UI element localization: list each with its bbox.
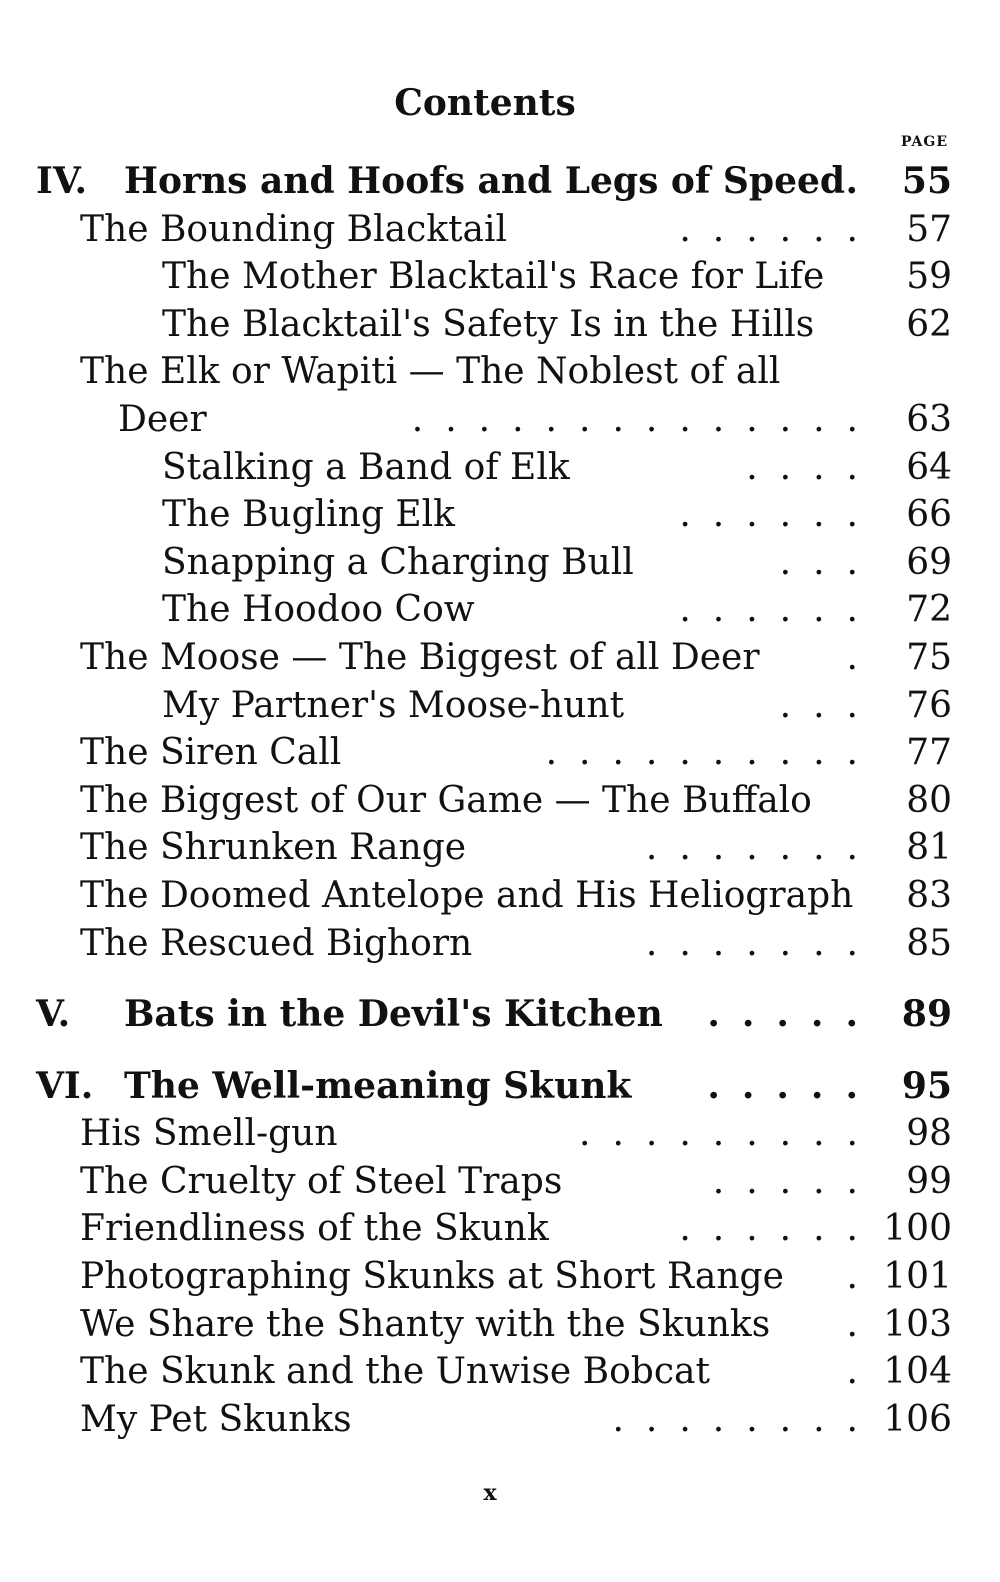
page-number: 104 [883, 1351, 952, 1393]
dot-leader: . [845, 160, 880, 202]
page-column-label: PAGE [901, 134, 948, 150]
section-entry [0, 1158, 1000, 1206]
entry-title-text: We Share the Shanty with the Skunks [80, 1303, 771, 1345]
page-number: 95 [901, 1064, 952, 1107]
section-entry [0, 1301, 1000, 1349]
section-entry [0, 491, 1000, 539]
page-number: 62 [906, 303, 952, 345]
section-entry [0, 586, 1000, 634]
entry-title-text: The Well-meaning Skunk [124, 1064, 632, 1107]
section-entry [0, 444, 1000, 492]
dot-leader: ...... [679, 1208, 880, 1250]
page-number: 99 [906, 1160, 952, 1202]
entry-title-text: My Pet Skunks [80, 1398, 352, 1440]
dot-leader: . [846, 1351, 880, 1393]
page-number: 83 [906, 874, 952, 916]
dot-leader: ..... [712, 1160, 880, 1202]
page-number: 55 [901, 160, 952, 202]
dot-leader: ....... [645, 827, 880, 869]
page-number: 103 [883, 1303, 952, 1345]
entry-title [80, 1158, 562, 1206]
entry-title-text: Photographing Skunks at Short Range [80, 1256, 784, 1298]
section-entry [0, 301, 1000, 349]
section-entry [0, 1253, 1000, 1301]
dot-leader: ... [779, 684, 880, 726]
entry-title [118, 396, 207, 444]
entry-title [36, 991, 663, 1039]
dot-leader: .............. [411, 398, 880, 440]
entry-title-text: Friendliness of the Skunk [80, 1208, 549, 1250]
dot-leader: ........ [612, 1398, 880, 1440]
entry-title [80, 206, 507, 254]
page-folio: x [483, 1480, 497, 1506]
dot-leader: ..... [707, 993, 880, 1036]
chapter-entry [0, 991, 1000, 1039]
entry-title-text: The Rescued Bighorn [80, 922, 473, 964]
entry-title [80, 872, 853, 920]
entry-title [80, 777, 812, 825]
page-number: 57 [906, 208, 952, 250]
chapter-number: VI. [36, 1064, 94, 1107]
dot-leader: .... [746, 446, 880, 488]
table-of-contents [0, 158, 1000, 1443]
entry-title-text: The Doomed Antelope and His Heliograph [80, 874, 854, 916]
entry-title-text: Bats in the Devil's Kitchen [124, 993, 663, 1036]
page-number: 72 [906, 589, 952, 631]
entry-title-text: Stalking a Band of Elk [162, 446, 570, 488]
entry-title [80, 729, 341, 777]
page-number: 77 [906, 732, 952, 774]
dot-leader: ...... [679, 208, 880, 250]
chapter-entry [0, 158, 1000, 206]
page-number: 80 [906, 779, 952, 821]
entry-title [80, 1253, 784, 1301]
chapter-number: IV. [36, 160, 88, 202]
entry-title [80, 348, 780, 396]
page-number: 66 [906, 494, 952, 536]
entry-title-text: The Cruelty of Steel Traps [80, 1160, 563, 1202]
page-number: 98 [906, 1113, 952, 1155]
entry-title-text: The Blacktail's Safety Is in the Hills [162, 303, 815, 345]
entry-title [36, 1063, 631, 1111]
page-number: 81 [906, 827, 952, 869]
page-number: 64 [906, 446, 952, 488]
section-entry [0, 920, 1000, 968]
entry-title-text: Horns and Hoofs and Legs of Speed [124, 160, 846, 202]
page-number: 106 [883, 1398, 952, 1440]
page-number: 85 [906, 922, 952, 964]
section-entry [0, 777, 1000, 825]
entry-title [162, 682, 624, 730]
chapter-entry [0, 1063, 1000, 1111]
dot-leader: ..... [707, 1064, 880, 1107]
entry-title [80, 824, 466, 872]
page-number: 76 [906, 684, 952, 726]
dot-leader: . [846, 636, 880, 678]
entry-title [162, 301, 814, 349]
entry-title-text: The Shrunken Range [80, 827, 467, 869]
dot-leader: ...... [679, 494, 880, 536]
dot-leader: ... [779, 541, 880, 583]
entry-title-text: The Elk or Wapiti — The Noblest of all [80, 351, 781, 393]
entry-title [80, 1110, 338, 1158]
dot-leader: . [846, 1303, 880, 1345]
entry-title-text: Deer [118, 398, 207, 440]
entry-title [80, 634, 760, 682]
entry-title-text: The Bounding Blacktail [80, 208, 508, 250]
entry-title [162, 491, 455, 539]
section-entry [0, 682, 1000, 730]
chapter-number: V. [36, 993, 71, 1036]
page-number: 101 [883, 1256, 952, 1298]
page-title: Contents [394, 82, 576, 124]
page-number: 63 [906, 398, 952, 440]
dot-leader: . [846, 1256, 880, 1298]
section-entry [0, 872, 1000, 920]
section-entry [0, 539, 1000, 587]
dot-leader: ...... [679, 589, 880, 631]
section-entry [0, 1110, 1000, 1158]
section-entry [0, 396, 1000, 444]
entry-title [80, 1205, 549, 1253]
entry-title [162, 444, 570, 492]
page-number: 100 [883, 1208, 952, 1250]
section-entry [0, 253, 1000, 301]
entry-title-text: The Biggest of Our Game — The Buffalo [80, 779, 812, 821]
entry-title-text: The Mother Blacktail's Race for Life [162, 256, 825, 298]
page-number: 75 [906, 636, 952, 678]
entry-title-text: The Skunk and the Unwise Bobcat [80, 1351, 710, 1393]
dot-leader: .......... [545, 732, 880, 774]
dot-leader: ....... [645, 922, 880, 964]
section-entry [0, 1348, 1000, 1396]
entry-title [162, 539, 634, 587]
entry-title [162, 253, 824, 301]
page-number: 69 [906, 541, 952, 583]
entry-title [80, 1348, 710, 1396]
section-entry [0, 824, 1000, 872]
entry-title-text: The Hoodoo Cow [162, 589, 475, 631]
entry-title-text: The Bugling Elk [162, 494, 455, 536]
entry-title [36, 158, 845, 206]
entry-title [80, 1301, 770, 1349]
entry-title-text: His Smell-gun [80, 1113, 338, 1155]
entry-title-text: My Partner's Moose-hunt [162, 684, 625, 726]
section-entry [0, 206, 1000, 254]
page-number: 89 [901, 993, 952, 1036]
entry-title-text: The Moose — The Biggest of all Deer [80, 636, 760, 678]
entry-title [80, 1396, 352, 1444]
section-entry [0, 348, 1000, 396]
section-entry [0, 634, 1000, 682]
entry-title [80, 920, 472, 968]
dot-leader: ......... [579, 1113, 880, 1155]
entry-title-text: The Siren Call [80, 732, 342, 774]
page-number: 59 [906, 256, 952, 298]
entry-title-text: Snapping a Charging Bull [162, 541, 634, 583]
section-entry [0, 1396, 1000, 1444]
section-entry [0, 1205, 1000, 1253]
entry-title [162, 586, 475, 634]
section-entry [0, 729, 1000, 777]
